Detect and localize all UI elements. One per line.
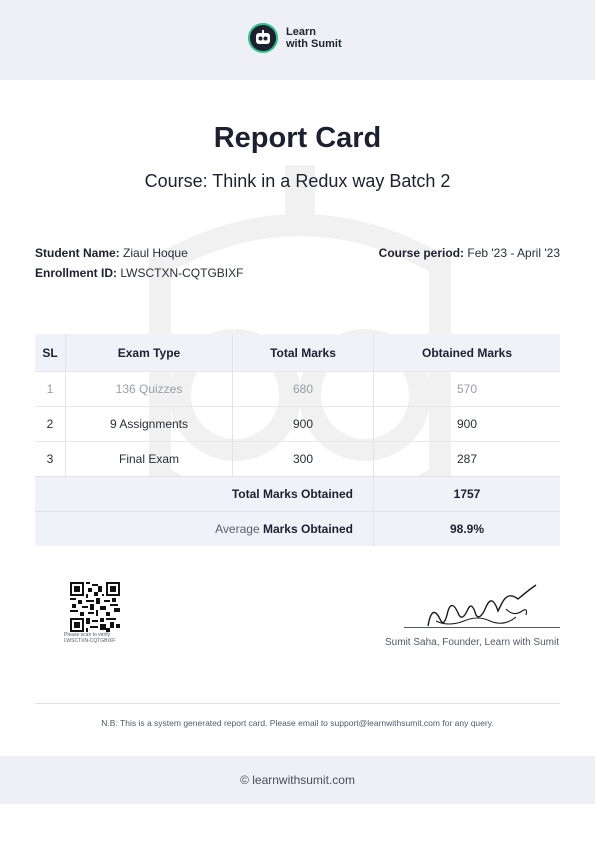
table-row	[35, 407, 560, 442]
enrollment-id	[35, 266, 243, 280]
copyright-link[interactable]: © learnwithsumit.com	[240, 773, 355, 787]
row-total-marks: 900	[233, 407, 374, 442]
header-obtained-marks: Obtained Marks	[374, 334, 561, 372]
header-exam-type: Exam Type	[66, 334, 233, 372]
table-row	[35, 442, 560, 477]
brand-line-2: with Sumit	[286, 38, 342, 50]
qr-caption	[64, 632, 128, 644]
average-label: Marks Obtained	[262, 522, 353, 536]
course-period	[379, 246, 560, 260]
row-exam-type: Final Exam	[66, 442, 233, 477]
signatory-name: Sumit Saha, Founder, Learn with Sumit	[385, 637, 559, 648]
brand-line-1: Learn	[286, 26, 316, 38]
total-marks-value: 1757	[374, 477, 561, 512]
course-period-label: Course period:	[378, 246, 465, 260]
course-title: Course: Think in a Redux way Batch 2	[144, 171, 451, 191]
student-name	[35, 246, 188, 260]
header-sl: SL	[35, 334, 66, 372]
robot-icon	[248, 23, 278, 53]
row-obtained-marks: 570	[374, 372, 561, 407]
row-total-marks: 680	[233, 372, 374, 407]
system-note: N.B: This is a system generated report card. Please email to support@learnwithsumit.com for any query.	[101, 718, 494, 728]
total-marks-label: Total Marks Obtained	[35, 477, 374, 512]
average-prefix: Average	[215, 522, 260, 536]
table-header-row	[35, 334, 560, 372]
row-total-marks: 300	[233, 442, 374, 477]
average-marks-value: 98.9%	[374, 512, 561, 547]
qr-caption-text: Please scan to verify	[64, 632, 111, 638]
row-sl: 1	[35, 372, 66, 407]
qr-code-icon[interactable]	[70, 582, 120, 632]
enrollment-id-label: Enrollment ID:	[35, 266, 118, 280]
enrollment-id-value: LWSCTXN-CQTGBIXF	[120, 266, 244, 280]
student-name-value: Ziaul Hoque	[123, 246, 188, 260]
student-name-label: Student Name:	[35, 246, 120, 260]
row-sl: 2	[35, 407, 66, 442]
row-obtained-marks: 287	[374, 442, 561, 477]
row-exam-type: 136 Quizzes	[66, 372, 233, 407]
signature-line	[404, 627, 560, 628]
page-title: Report Card	[213, 122, 382, 154]
footer-divider	[35, 703, 560, 704]
brand-logo[interactable]	[248, 22, 356, 54]
qr-caption-code: LWSCTXN-CQTGBIXF	[64, 638, 116, 644]
total-row	[35, 477, 560, 512]
table-row	[35, 372, 560, 407]
average-row	[35, 512, 560, 547]
marks-table	[35, 334, 560, 546]
course-period-value: Feb '23 - April '23	[467, 246, 560, 260]
row-obtained-marks: 900	[374, 407, 561, 442]
row-exam-type: 9 Assignments	[66, 407, 233, 442]
row-sl: 3	[35, 442, 66, 477]
brand-name	[286, 26, 356, 50]
average-marks-label	[35, 512, 374, 547]
header-total-marks: Total Marks	[233, 334, 374, 372]
